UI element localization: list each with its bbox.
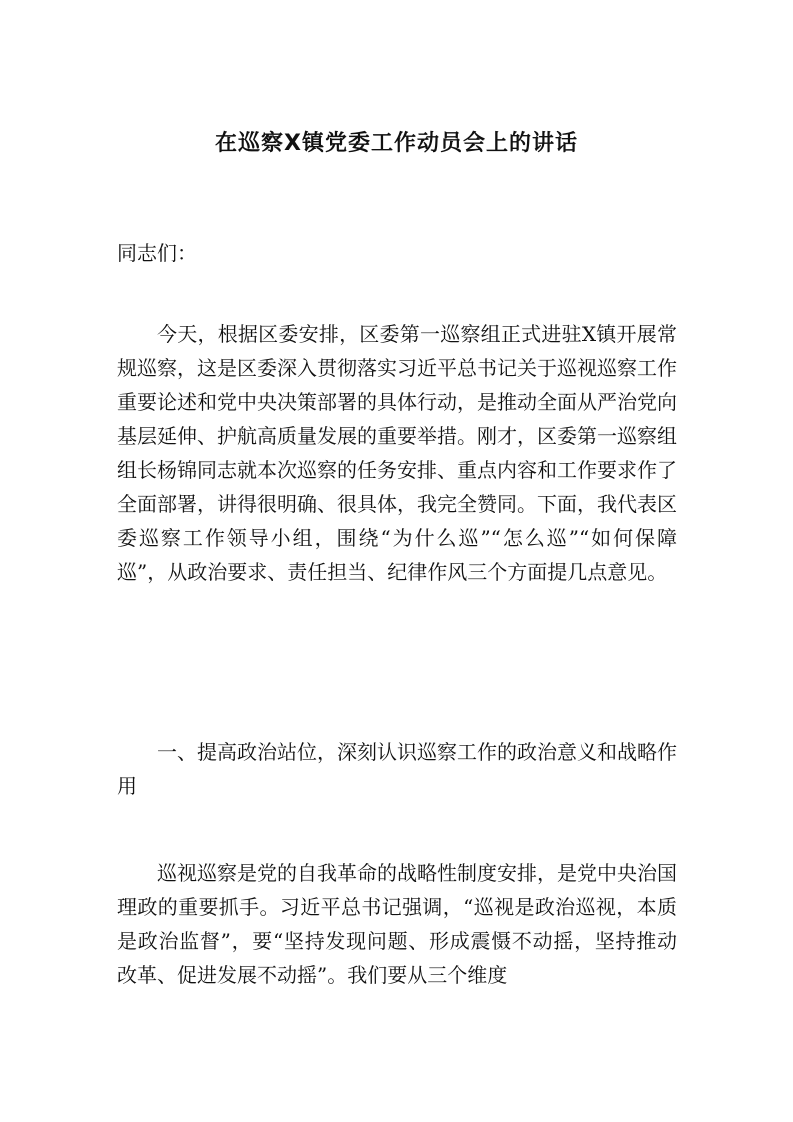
section-1-paragraph: 巡视巡察是党的自我革命的战略性制度安排，是党中央治国理政的重要抓手。习近平总书记强调，“巡视是政治巡视，本质是政治监督”，要“坚持发现问题、形成震慑不动摇，坚持推动改革、促进发展不动摇”。我们要从三个维度 [117,861,677,987]
salutation: 同志们： [117,241,197,265]
intro-paragraph: 今天，根据区委安排，区委第一巡察组正式进驻X镇开展常规巡察，这是区委深入贯彻落实习近平总书记关于巡视巡察工作重要论述和党中央决策部署的具体行动，是推动全面从严治党向基层延伸、护航高质量发展的重要举措。刚才，区委第一巡察组组长杨锦同志就本次巡察的任务安排、重点内容和工作要求作了全面部署，讲得很明确、很具体，我完全赞同。下面，我代表区委巡察工作领导小组，围绕“为什么巡”“怎么巡”“如何保障巡”，从政治要求、责任担当、纪律作风三个方面提几点意见。 [117,322,677,584]
document-title: 在巡察X镇党委工作动员会上的讲话 [215,131,578,156]
section-heading-1: 一、提高政治站位，深刻认识巡察工作的政治意义和战略作用 [117,740,677,798]
